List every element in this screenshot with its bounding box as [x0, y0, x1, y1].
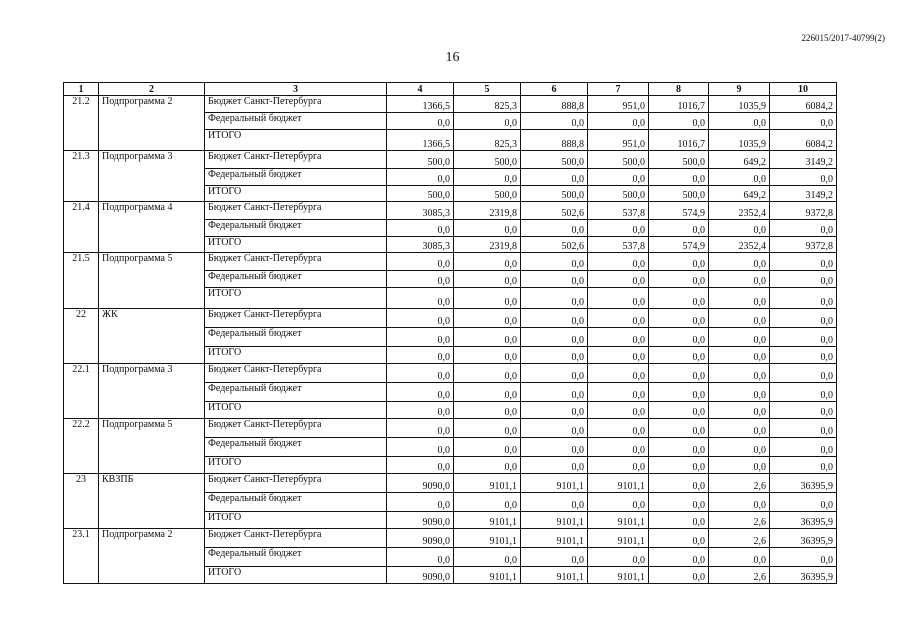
value-cell: 0,0	[588, 493, 649, 512]
row-number-cell: 22.2	[64, 419, 99, 474]
value-cell: 0,0	[709, 419, 770, 438]
funding-source-cell: ИТОГО	[205, 457, 387, 474]
value-cell: 0,0	[709, 548, 770, 567]
value-cell: 0,0	[709, 328, 770, 347]
value-cell: 0,0	[588, 271, 649, 288]
value-cell: 0,0	[709, 364, 770, 383]
value-cell: 9090,0	[387, 512, 454, 529]
column-header: 2	[99, 83, 205, 96]
value-cell: 9090,0	[387, 567, 454, 584]
funding-source-cell: Бюджет Санкт-Петербурга	[205, 151, 387, 169]
table-row	[64, 419, 837, 438]
table-row	[64, 309, 837, 328]
program-name-cell: ЖК	[99, 309, 205, 364]
funding-source-cell: Федеральный бюджет	[205, 169, 387, 186]
value-cell: 0,0	[709, 402, 770, 419]
value-cell: 0,0	[521, 328, 588, 347]
value-cell: 0,0	[649, 220, 709, 237]
value-cell: 537,8	[588, 237, 649, 253]
value-cell: 0,0	[454, 113, 521, 130]
funding-source-cell: Бюджет Санкт-Петербурга	[205, 529, 387, 548]
value-cell: 0,0	[588, 402, 649, 419]
value-cell: 9101,1	[588, 474, 649, 493]
value-cell: 0,0	[649, 364, 709, 383]
program-name-cell: Подпрограмма 3	[99, 151, 205, 202]
row-number-cell: 23	[64, 474, 99, 529]
funding-source-cell: Бюджет Санкт-Петербурга	[205, 253, 387, 271]
column-header: 9	[709, 83, 770, 96]
value-cell: 0,0	[521, 288, 588, 309]
value-cell: 500,0	[521, 151, 588, 169]
value-cell: 0,0	[454, 271, 521, 288]
value-cell: 0,0	[521, 309, 588, 328]
table-row	[64, 253, 837, 271]
value-cell: 0,0	[649, 383, 709, 402]
value-cell: 3085,3	[387, 202, 454, 220]
row-number-cell: 22.1	[64, 364, 99, 419]
value-cell: 0,0	[588, 364, 649, 383]
funding-source-cell: Федеральный бюджет	[205, 271, 387, 288]
column-header: 3	[205, 83, 387, 96]
page-number: 16	[445, 50, 460, 65]
value-cell: 0,0	[454, 383, 521, 402]
value-cell: 0,0	[709, 169, 770, 186]
value-cell: 502,6	[521, 237, 588, 253]
value-cell: 888,8	[521, 96, 588, 113]
value-cell: 36395,9	[770, 512, 837, 529]
value-cell: 0,0	[588, 383, 649, 402]
value-cell: 0,0	[454, 309, 521, 328]
value-cell: 649,2	[709, 186, 770, 202]
value-cell: 9101,1	[454, 512, 521, 529]
value-cell: 2,6	[709, 529, 770, 548]
value-cell: 0,0	[770, 113, 837, 130]
value-cell: 500,0	[454, 151, 521, 169]
row-number-cell: 22	[64, 309, 99, 364]
value-cell: 0,0	[770, 288, 837, 309]
value-cell: 0,0	[588, 288, 649, 309]
value-cell: 537,8	[588, 202, 649, 220]
value-cell: 0,0	[649, 548, 709, 567]
value-cell: 0,0	[709, 253, 770, 271]
value-cell: 1366,5	[387, 96, 454, 113]
funding-source-cell: Федеральный бюджет	[205, 113, 387, 130]
value-cell: 0,0	[387, 309, 454, 328]
value-cell: 2352,4	[709, 237, 770, 253]
value-cell: 500,0	[454, 186, 521, 202]
value-cell: 0,0	[521, 493, 588, 512]
value-cell: 0,0	[454, 457, 521, 474]
value-cell: 0,0	[709, 383, 770, 402]
value-cell: 36395,9	[770, 474, 837, 493]
value-cell: 0,0	[770, 419, 837, 438]
funding-source-cell: Бюджет Санкт-Петербурга	[205, 474, 387, 493]
value-cell: 951,0	[588, 96, 649, 113]
value-cell: 0,0	[649, 493, 709, 512]
value-cell: 9101,1	[454, 474, 521, 493]
value-cell: 0,0	[387, 253, 454, 271]
value-cell: 0,0	[770, 309, 837, 328]
value-cell: 0,0	[649, 567, 709, 584]
value-cell: 0,0	[649, 347, 709, 364]
value-cell: 0,0	[387, 364, 454, 383]
value-cell: 0,0	[770, 253, 837, 271]
value-cell: 0,0	[454, 328, 521, 347]
program-name-cell: КВЗПБ	[99, 474, 205, 529]
value-cell: 9372,8	[770, 237, 837, 253]
value-cell: 0,0	[521, 220, 588, 237]
value-cell: 0,0	[649, 271, 709, 288]
value-cell: 0,0	[649, 328, 709, 347]
value-cell: 0,0	[588, 457, 649, 474]
value-cell: 0,0	[649, 529, 709, 548]
value-cell: 951,0	[588, 130, 649, 151]
program-name-cell: Подпрограмма 2	[99, 96, 205, 151]
table-body	[64, 96, 837, 584]
value-cell: 0,0	[649, 169, 709, 186]
funding-source-cell: ИТОГО	[205, 130, 387, 151]
value-cell: 9101,1	[454, 567, 521, 584]
value-cell: 0,0	[521, 438, 588, 457]
value-cell: 9101,1	[588, 567, 649, 584]
value-cell: 0,0	[649, 288, 709, 309]
value-cell: 0,0	[454, 402, 521, 419]
value-cell: 500,0	[387, 186, 454, 202]
value-cell: 500,0	[649, 186, 709, 202]
value-cell: 0,0	[588, 438, 649, 457]
value-cell: 9101,1	[588, 529, 649, 548]
funding-source-cell: Федеральный бюджет	[205, 548, 387, 567]
column-header: 1	[64, 83, 99, 96]
document-id: 226015/2017-40799(2)	[801, 33, 885, 43]
value-cell: 0,0	[588, 309, 649, 328]
value-cell: 0,0	[709, 457, 770, 474]
value-cell: 2,6	[709, 474, 770, 493]
value-cell: 0,0	[709, 271, 770, 288]
value-cell: 0,0	[709, 220, 770, 237]
column-header: 5	[454, 83, 521, 96]
value-cell: 1035,9	[709, 130, 770, 151]
value-cell: 0,0	[588, 548, 649, 567]
value-cell: 0,0	[649, 419, 709, 438]
row-number-cell: 21.2	[64, 96, 99, 151]
value-cell: 0,0	[521, 364, 588, 383]
value-cell: 0,0	[454, 364, 521, 383]
value-cell: 0,0	[454, 438, 521, 457]
value-cell: 0,0	[770, 271, 837, 288]
budget-table	[63, 82, 837, 584]
value-cell: 2319,8	[454, 237, 521, 253]
table-row	[64, 202, 837, 220]
value-cell: 0,0	[709, 309, 770, 328]
value-cell: 0,0	[521, 347, 588, 364]
row-number-cell: 21.5	[64, 253, 99, 309]
value-cell: 9101,1	[521, 474, 588, 493]
value-cell: 2,6	[709, 567, 770, 584]
value-cell: 9101,1	[454, 529, 521, 548]
value-cell: 0,0	[709, 493, 770, 512]
value-cell: 0,0	[770, 347, 837, 364]
table-row	[64, 529, 837, 548]
funding-source-cell: Федеральный бюджет	[205, 328, 387, 347]
value-cell: 0,0	[588, 328, 649, 347]
value-cell: 500,0	[588, 186, 649, 202]
value-cell: 36395,9	[770, 529, 837, 548]
header-row	[64, 83, 837, 96]
value-cell: 0,0	[770, 328, 837, 347]
value-cell: 6084,2	[770, 130, 837, 151]
value-cell: 9101,1	[588, 512, 649, 529]
value-cell: 2,6	[709, 512, 770, 529]
value-cell: 0,0	[588, 220, 649, 237]
value-cell: 0,0	[770, 457, 837, 474]
value-cell: 500,0	[387, 151, 454, 169]
value-cell: 0,0	[649, 113, 709, 130]
value-cell: 0,0	[588, 169, 649, 186]
value-cell: 0,0	[387, 383, 454, 402]
row-number-cell: 21.3	[64, 151, 99, 202]
funding-source-cell: Бюджет Санкт-Петербурга	[205, 309, 387, 328]
value-cell: 9101,1	[521, 512, 588, 529]
value-cell: 0,0	[709, 438, 770, 457]
value-cell: 0,0	[387, 402, 454, 419]
value-cell: 0,0	[454, 493, 521, 512]
value-cell: 0,0	[649, 457, 709, 474]
value-cell: 9090,0	[387, 474, 454, 493]
value-cell: 0,0	[521, 169, 588, 186]
value-cell: 825,3	[454, 130, 521, 151]
value-cell: 574,9	[649, 202, 709, 220]
value-cell: 0,0	[770, 169, 837, 186]
program-name-cell: Подпрограмма 3	[99, 364, 205, 419]
funding-source-cell: ИТОГО	[205, 288, 387, 309]
value-cell: 0,0	[588, 347, 649, 364]
value-cell: 0,0	[521, 271, 588, 288]
value-cell: 0,0	[387, 419, 454, 438]
value-cell: 0,0	[454, 347, 521, 364]
value-cell: 0,0	[770, 493, 837, 512]
value-cell: 0,0	[387, 113, 454, 130]
value-cell: 0,0	[521, 113, 588, 130]
value-cell: 0,0	[387, 438, 454, 457]
value-cell: 0,0	[649, 474, 709, 493]
value-cell: 500,0	[649, 151, 709, 169]
value-cell: 0,0	[387, 288, 454, 309]
value-cell: 0,0	[387, 169, 454, 186]
column-header: 4	[387, 83, 454, 96]
value-cell: 0,0	[387, 328, 454, 347]
value-cell: 9101,1	[521, 567, 588, 584]
column-header: 8	[649, 83, 709, 96]
funding-source-cell: Бюджет Санкт-Петербурга	[205, 96, 387, 113]
value-cell: 500,0	[588, 151, 649, 169]
row-number-cell: 21.4	[64, 202, 99, 253]
value-cell: 3085,3	[387, 237, 454, 253]
value-cell: 0,0	[521, 253, 588, 271]
value-cell: 6084,2	[770, 96, 837, 113]
funding-source-cell: Бюджет Санкт-Петербурга	[205, 202, 387, 220]
value-cell: 0,0	[770, 220, 837, 237]
value-cell: 0,0	[521, 383, 588, 402]
value-cell: 0,0	[387, 271, 454, 288]
table-row	[64, 474, 837, 493]
value-cell: 574,9	[649, 237, 709, 253]
value-cell: 0,0	[454, 419, 521, 438]
value-cell: 0,0	[588, 253, 649, 271]
funding-source-cell: Федеральный бюджет	[205, 220, 387, 237]
value-cell: 0,0	[588, 419, 649, 438]
value-cell: 1366,5	[387, 130, 454, 151]
funding-source-cell: Бюджет Санкт-Петербурга	[205, 419, 387, 438]
value-cell: 500,0	[521, 186, 588, 202]
row-number-cell: 23.1	[64, 529, 99, 584]
value-cell: 0,0	[649, 253, 709, 271]
value-cell: 0,0	[770, 548, 837, 567]
value-cell: 3149,2	[770, 186, 837, 202]
value-cell: 1035,9	[709, 96, 770, 113]
value-cell: 0,0	[770, 383, 837, 402]
value-cell: 888,8	[521, 130, 588, 151]
value-cell: 0,0	[454, 253, 521, 271]
value-cell: 0,0	[770, 364, 837, 383]
value-cell: 1016,7	[649, 130, 709, 151]
table-row	[64, 96, 837, 113]
funding-source-cell: ИТОГО	[205, 512, 387, 529]
value-cell: 9090,0	[387, 529, 454, 548]
table-row	[64, 364, 837, 383]
value-cell: 502,6	[521, 202, 588, 220]
value-cell: 0,0	[521, 419, 588, 438]
value-cell: 825,3	[454, 96, 521, 113]
funding-source-cell: Федеральный бюджет	[205, 383, 387, 402]
value-cell: 0,0	[770, 402, 837, 419]
value-cell: 0,0	[709, 113, 770, 130]
table-row	[64, 151, 837, 169]
program-name-cell: Подпрограмма 4	[99, 202, 205, 253]
value-cell: 36395,9	[770, 567, 837, 584]
value-cell: 0,0	[387, 548, 454, 567]
value-cell: 0,0	[649, 438, 709, 457]
value-cell: 0,0	[770, 438, 837, 457]
value-cell: 0,0	[387, 220, 454, 237]
column-header: 6	[521, 83, 588, 96]
program-name-cell: Подпрограмма 5	[99, 419, 205, 474]
funding-source-cell: Бюджет Санкт-Петербурга	[205, 364, 387, 383]
funding-source-cell: Федеральный бюджет	[205, 493, 387, 512]
column-header: 10	[770, 83, 837, 96]
funding-source-cell: ИТОГО	[205, 237, 387, 253]
value-cell: 9372,8	[770, 202, 837, 220]
value-cell: 0,0	[387, 493, 454, 512]
value-cell: 0,0	[454, 220, 521, 237]
value-cell: 0,0	[454, 169, 521, 186]
funding-source-cell: ИТОГО	[205, 567, 387, 584]
value-cell: 0,0	[649, 309, 709, 328]
value-cell: 1016,7	[649, 96, 709, 113]
value-cell: 0,0	[709, 288, 770, 309]
program-name-cell: Подпрограмма 2	[99, 529, 205, 584]
value-cell: 0,0	[521, 457, 588, 474]
value-cell: 0,0	[387, 457, 454, 474]
funding-source-cell: ИТОГО	[205, 347, 387, 364]
value-cell: 0,0	[649, 512, 709, 529]
value-cell: 3149,2	[770, 151, 837, 169]
program-name-cell: Подпрограмма 5	[99, 253, 205, 309]
value-cell: 0,0	[454, 288, 521, 309]
value-cell: 0,0	[521, 402, 588, 419]
value-cell: 0,0	[521, 548, 588, 567]
value-cell: 0,0	[709, 347, 770, 364]
value-cell: 2319,8	[454, 202, 521, 220]
funding-source-cell: ИТОГО	[205, 402, 387, 419]
value-cell: 0,0	[387, 347, 454, 364]
value-cell: 9101,1	[521, 529, 588, 548]
value-cell: 0,0	[649, 402, 709, 419]
value-cell: 0,0	[454, 548, 521, 567]
value-cell: 649,2	[709, 151, 770, 169]
funding-source-cell: Федеральный бюджет	[205, 438, 387, 457]
value-cell: 0,0	[588, 113, 649, 130]
funding-source-cell: ИТОГО	[205, 186, 387, 202]
column-header: 7	[588, 83, 649, 96]
value-cell: 2352,4	[709, 202, 770, 220]
